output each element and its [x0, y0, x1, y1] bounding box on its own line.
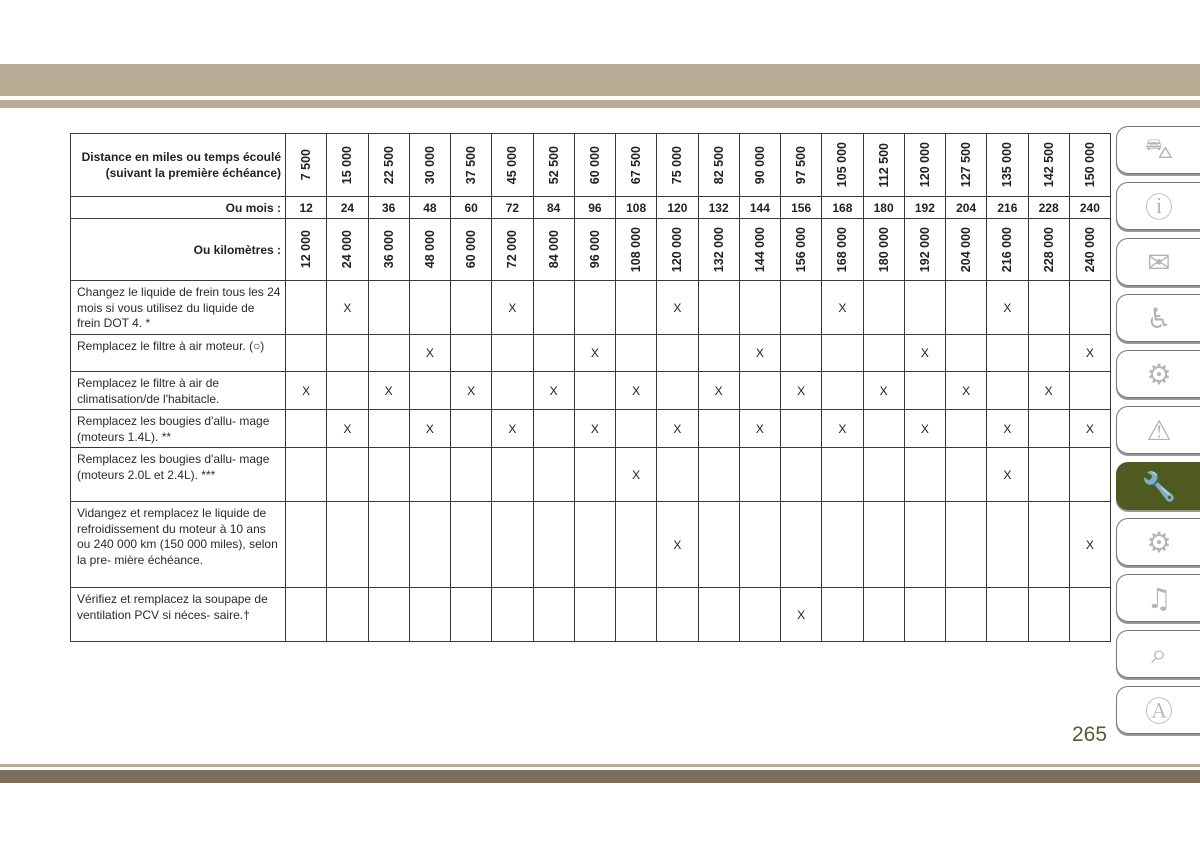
search-icon: ⌕: [1151, 637, 1167, 670]
kilometers-value: 156 000: [794, 226, 809, 273]
schedule-mark: [904, 448, 945, 502]
kilometers-value: 132 000: [711, 226, 726, 273]
schedule-mark: X: [904, 410, 945, 448]
schedule-mark: [657, 588, 698, 642]
task-row: [71, 335, 1111, 372]
kilometers-value: 72 000: [505, 230, 520, 269]
schedule-mark: X: [492, 281, 533, 335]
warning-light-message-icon: ✉: [1147, 245, 1171, 279]
schedule-mark: [739, 588, 780, 642]
schedule-mark: X: [1069, 502, 1110, 588]
chapter-tab[interactable]: [1116, 126, 1200, 174]
schedule-mark: [698, 335, 739, 372]
schedule-mark: [987, 502, 1028, 588]
schedule-mark: [409, 448, 450, 502]
kilometers-value: 228 000: [1041, 226, 1056, 273]
schedule-mark: [1069, 588, 1110, 642]
schedule-mark: [946, 335, 987, 372]
schedule-mark: [698, 502, 739, 588]
schedule-mark: [616, 335, 657, 372]
schedule-mark: [327, 502, 368, 588]
miles-value: 37 500: [464, 145, 479, 185]
kilometers-header-cell: [987, 219, 1028, 281]
schedule-mark: X: [451, 372, 492, 410]
schedule-mark: [863, 588, 904, 642]
schedule-mark: [781, 335, 822, 372]
schedule-mark: [781, 281, 822, 335]
schedule-mark: [574, 588, 615, 642]
kilometers-row: [71, 219, 1111, 281]
months-value: 180: [863, 197, 904, 219]
schedule-mark: [492, 502, 533, 588]
miles-value: 75 000: [670, 145, 685, 185]
miles-header-cell: [616, 134, 657, 197]
kilometers-label: Ou kilomètres :: [71, 219, 286, 281]
miles-value: 150 000: [1082, 142, 1097, 188]
months-value: 168: [822, 197, 863, 219]
schedule-mark: [822, 448, 863, 502]
schedule-mark: X: [781, 588, 822, 642]
schedule-mark: X: [863, 372, 904, 410]
footer-rule: [0, 764, 1200, 767]
task-description: Remplacez les bougies d'allu- mage (moteurs 1.4L). **: [71, 410, 286, 448]
months-value: 120: [657, 197, 698, 219]
miles-value: 112 500: [876, 142, 891, 188]
schedule-mark: [574, 372, 615, 410]
schedule-mark: [657, 372, 698, 410]
kilometers-value: 36 000: [381, 230, 396, 269]
schedule-mark: [863, 335, 904, 372]
miles-header-cell: [987, 134, 1028, 197]
schedule-mark: [781, 410, 822, 448]
schedule-mark: [1069, 281, 1110, 335]
miles-header-cell: [946, 134, 987, 197]
schedule-mark: [739, 372, 780, 410]
car-info-icon: ⓘ: [1144, 191, 1173, 224]
kilometers-header-cell: [904, 219, 945, 281]
miles-value: 15 000: [340, 145, 355, 185]
chapter-tab[interactable]: [1116, 406, 1200, 454]
task-description: Remplacez les bougies d'allu- mage (moteurs 2.0L et 2.4L). ***: [71, 448, 286, 502]
schedule-mark: [904, 372, 945, 410]
task-row: [71, 372, 1111, 410]
miles-value: 67 500: [629, 145, 644, 185]
miles-header-cell: [781, 134, 822, 197]
task-description: Vidangez et remplacez le liquide de refroidissement du moteur à 10 ans ou 240 000 km (150 000 miles), selon la pre- mière échéance.: [71, 502, 286, 588]
schedule-mark: X: [904, 335, 945, 372]
miles-value: 120 000: [917, 142, 932, 188]
schedule-mark: [368, 502, 409, 588]
schedule-mark: [863, 502, 904, 588]
miles-value: 22 500: [381, 145, 396, 185]
kilometers-value: 120 000: [670, 226, 685, 273]
schedule-mark: [739, 281, 780, 335]
months-value: 192: [904, 197, 945, 219]
schedule-mark: X: [739, 335, 780, 372]
miles-header-cell: [739, 134, 780, 197]
schedule-mark: [698, 281, 739, 335]
months-value: 84: [533, 197, 574, 219]
miles-value: 142 500: [1041, 142, 1056, 188]
kilometers-header-cell: [451, 219, 492, 281]
miles-value: 97 500: [794, 145, 809, 185]
schedule-mark: [657, 448, 698, 502]
schedule-mark: [946, 448, 987, 502]
chapter-tab[interactable]: [1116, 574, 1200, 622]
schedule-mark: [368, 410, 409, 448]
schedule-mark: [368, 588, 409, 642]
schedule-mark: X: [616, 372, 657, 410]
miles-value: 90 000: [752, 145, 767, 185]
schedule-mark: [904, 281, 945, 335]
chapter-tab[interactable]: [1116, 518, 1200, 566]
schedule-mark: [987, 588, 1028, 642]
miles-header-cell: [533, 134, 574, 197]
chapter-tab[interactable]: [1116, 238, 1200, 286]
miles-header-cell: [904, 134, 945, 197]
schedule-mark: [1069, 372, 1110, 410]
schedule-mark: [327, 588, 368, 642]
kilometers-header-cell: [574, 219, 615, 281]
schedule-mark: [492, 448, 533, 502]
schedule-mark: [533, 281, 574, 335]
maintenance-schedule-table: [70, 133, 1111, 642]
schedule-mark: X: [739, 410, 780, 448]
miles-header-cell: [863, 134, 904, 197]
kilometers-value: 204 000: [959, 226, 974, 273]
kilometers-header-cell: [409, 219, 450, 281]
schedule-mark: [863, 448, 904, 502]
schedule-mark: [451, 502, 492, 588]
schedule-mark: [987, 372, 1028, 410]
header-band: [0, 64, 1200, 96]
schedule-mark: [492, 335, 533, 372]
schedule-mark: [616, 588, 657, 642]
miles-header-cell: [822, 134, 863, 197]
distance-label: Distance en miles ou temps écoulé (suivant la première échéance): [71, 134, 286, 197]
miles-header-cell: [327, 134, 368, 197]
schedule-mark: [327, 372, 368, 410]
schedule-mark: [492, 588, 533, 642]
schedule-mark: [574, 281, 615, 335]
schedule-mark: [533, 502, 574, 588]
months-value: 36: [368, 197, 409, 219]
schedule-mark: X: [409, 410, 450, 448]
kilometers-value: 12 000: [299, 230, 314, 269]
schedule-mark: X: [1069, 335, 1110, 372]
schedule-mark: [451, 335, 492, 372]
schedule-mark: [574, 448, 615, 502]
months-value: 228: [1028, 197, 1069, 219]
kilometers-header-cell: [368, 219, 409, 281]
task-row: [71, 502, 1111, 588]
kilometers-value: 240 000: [1082, 226, 1097, 273]
kilometers-value: 24 000: [340, 230, 355, 269]
kilometers-value: 108 000: [629, 226, 644, 273]
schedule-mark: X: [987, 448, 1028, 502]
schedule-mark: [987, 335, 1028, 372]
schedule-mark: [286, 410, 327, 448]
schedule-mark: [533, 588, 574, 642]
miles-value: 135 000: [1000, 142, 1015, 188]
schedule-mark: [574, 502, 615, 588]
schedule-mark: X: [987, 410, 1028, 448]
schedule-mark: [1028, 448, 1069, 502]
miles-value: 127 500: [959, 142, 974, 188]
kilometers-value: 84 000: [546, 230, 561, 269]
task-row: [71, 448, 1111, 502]
road-warning-icon: ⚠: [1146, 413, 1172, 447]
schedule-mark: X: [657, 502, 698, 588]
months-value: 12: [286, 197, 327, 219]
chapter-tab[interactable]: [1116, 686, 1200, 734]
schedule-mark: [1028, 335, 1069, 372]
miles-header-cell: [698, 134, 739, 197]
miles-value: 30 000: [422, 145, 437, 185]
schedule-mark: [492, 372, 533, 410]
task-description: Vérifiez et remplacez la soupape de ventilation PCV si néces- saire.†: [71, 588, 286, 642]
schedule-mark: [409, 588, 450, 642]
miles-value: 45 000: [505, 145, 520, 185]
schedule-mark: X: [657, 281, 698, 335]
task-row: [71, 410, 1111, 448]
months-value: 144: [739, 197, 780, 219]
miles-header-cell: [657, 134, 698, 197]
schedule-mark: X: [616, 448, 657, 502]
schedule-mark: [1028, 502, 1069, 588]
schedule-mark: [739, 502, 780, 588]
schedule-mark: [616, 502, 657, 588]
miles-header-cell: [451, 134, 492, 197]
schedule-mark: [1028, 281, 1069, 335]
miles-header-row: [71, 134, 1111, 197]
schedule-mark: [286, 588, 327, 642]
task-row: [71, 588, 1111, 642]
chapter-tab[interactable]: [1116, 350, 1200, 398]
schedule-mark: [286, 281, 327, 335]
schedule-mark: [327, 335, 368, 372]
schedule-mark: [698, 588, 739, 642]
schedule-mark: [368, 335, 409, 372]
miles-header-cell: [409, 134, 450, 197]
schedule-mark: [1069, 448, 1110, 502]
schedule-mark: [286, 335, 327, 372]
schedule-mark: [863, 281, 904, 335]
schedule-mark: [533, 448, 574, 502]
kilometers-header-cell: [946, 219, 987, 281]
kilometers-value: 180 000: [876, 226, 891, 273]
schedule-mark: [739, 448, 780, 502]
schedule-mark: X: [286, 372, 327, 410]
miles-header-cell: [574, 134, 615, 197]
schedule-mark: [822, 588, 863, 642]
schedule-mark: [863, 410, 904, 448]
kilometers-value: 192 000: [917, 226, 932, 273]
months-value: 132: [698, 197, 739, 219]
schedule-mark: [368, 281, 409, 335]
schedule-mark: [533, 335, 574, 372]
kilometers-value: 96 000: [587, 230, 602, 269]
page-number: 265: [1072, 723, 1108, 746]
kilometers-header-cell: [781, 219, 822, 281]
miles-value: 7 500: [299, 149, 314, 181]
schedule-mark: [946, 281, 987, 335]
schedule-mark: [368, 448, 409, 502]
schedule-mark: [616, 281, 657, 335]
schedule-mark: X: [657, 410, 698, 448]
schedule-mark: [286, 502, 327, 588]
header-rule: [0, 100, 1200, 108]
car-search-icon: ⛍: [1144, 131, 1174, 165]
schedule-mark: [533, 410, 574, 448]
schedule-mark: X: [1028, 372, 1069, 410]
schedule-mark: X: [1069, 410, 1110, 448]
kilometers-value: 60 000: [464, 230, 479, 269]
months-value: 48: [409, 197, 450, 219]
schedule-mark: X: [409, 335, 450, 372]
kilometers-value: 48 000: [422, 230, 437, 269]
schedule-mark: [327, 448, 368, 502]
kilometers-header-cell: [533, 219, 574, 281]
kilometers-header-cell: [1069, 219, 1110, 281]
schedule-mark: [904, 502, 945, 588]
months-value: 24: [327, 197, 368, 219]
miles-value: 52 500: [546, 145, 561, 185]
months-value: 96: [574, 197, 615, 219]
schedule-mark: [409, 372, 450, 410]
schedule-mark: X: [822, 281, 863, 335]
schedule-mark: [822, 335, 863, 372]
chapter-tab[interactable]: [1116, 182, 1200, 230]
schedule-mark: X: [327, 281, 368, 335]
schedule-mark: [451, 448, 492, 502]
schedule-mark: [1028, 410, 1069, 448]
schedule-mark: [904, 588, 945, 642]
schedule-mark: [698, 448, 739, 502]
miles-header-cell: [368, 134, 409, 197]
schedule-mark: [1028, 588, 1069, 642]
miles-header-cell: [286, 134, 327, 197]
kilometers-header-cell: [822, 219, 863, 281]
miles-header-cell: [492, 134, 533, 197]
months-value: 216: [987, 197, 1028, 219]
schedule-mark: X: [781, 372, 822, 410]
chapter-tab[interactable]: [1116, 294, 1200, 342]
specifications-gear-icon: ⚙: [1146, 525, 1172, 559]
schedule-mark: [946, 588, 987, 642]
miles-value: 82 500: [711, 145, 726, 185]
months-value: 240: [1069, 197, 1110, 219]
months-value: 60: [451, 197, 492, 219]
schedule-mark: [657, 335, 698, 372]
schedule-mark: [698, 410, 739, 448]
schedule-mark: [946, 502, 987, 588]
schedule-mark: X: [698, 372, 739, 410]
car-wrench-icon: 🔧: [1141, 469, 1177, 503]
schedule-mark: X: [822, 410, 863, 448]
schedule-mark: [616, 410, 657, 448]
kilometers-header-cell: [657, 219, 698, 281]
schedule-mark: [451, 410, 492, 448]
steering-wheel-key-icon: ⚙: [1146, 357, 1172, 391]
task-description: Remplacez le filtre à air moteur. (○): [71, 335, 286, 372]
kilometers-value: 216 000: [1000, 226, 1015, 273]
kilometers-value: 168 000: [835, 226, 850, 273]
schedule-mark: [451, 588, 492, 642]
airbag-seatbelt-icon: ♿: [1146, 301, 1172, 335]
months-row: [71, 197, 1111, 219]
schedule-mark: X: [946, 372, 987, 410]
months-value: 108: [616, 197, 657, 219]
task-row: [71, 281, 1111, 335]
chapter-tab[interactable]: [1116, 462, 1200, 510]
schedule-mark: X: [574, 410, 615, 448]
schedule-mark: X: [574, 335, 615, 372]
footer-band: [0, 770, 1200, 783]
multimedia-navigation-icon: ♫: [1146, 581, 1172, 615]
schedule-mark: X: [533, 372, 574, 410]
kilometers-header-cell: [1028, 219, 1069, 281]
miles-value: 60 000: [587, 145, 602, 185]
schedule-mark: X: [987, 281, 1028, 335]
miles-header-cell: [1069, 134, 1110, 197]
schedule-mark: [409, 502, 450, 588]
schedule-mark: [781, 502, 822, 588]
kilometers-header-cell: [698, 219, 739, 281]
schedule-mark: [409, 281, 450, 335]
task-description: Remplacez le filtre à air de climatisation/de l'habitacle.: [71, 372, 286, 410]
miles-header-cell: [1028, 134, 1069, 197]
kilometers-header-cell: [863, 219, 904, 281]
schedule-mark: [822, 502, 863, 588]
months-value: 72: [492, 197, 533, 219]
kilometers-header-cell: [739, 219, 780, 281]
kilometers-header-cell: [616, 219, 657, 281]
kilometers-header-cell: [286, 219, 327, 281]
kilometers-value: 144 000: [752, 226, 767, 273]
schedule-mark: X: [492, 410, 533, 448]
months-value: 156: [781, 197, 822, 219]
chapter-tab[interactable]: [1116, 630, 1200, 678]
months-value: 204: [946, 197, 987, 219]
schedule-mark: [781, 448, 822, 502]
schedule-mark: X: [368, 372, 409, 410]
task-description: Changez le liquide de frein tous les 24 mois si vous utilisez du liquide de frein DOT 4. *: [71, 281, 286, 335]
miles-value: 105 000: [835, 142, 850, 188]
months-label: Ou mois :: [71, 197, 286, 219]
schedule-mark: [946, 410, 987, 448]
kilometers-header-cell: [327, 219, 368, 281]
schedule-mark: [822, 372, 863, 410]
alphabetical-index-icon: Ⓐ: [1144, 695, 1173, 728]
kilometers-header-cell: [492, 219, 533, 281]
schedule-mark: [451, 281, 492, 335]
schedule-mark: X: [327, 410, 368, 448]
schedule-mark: [286, 448, 327, 502]
